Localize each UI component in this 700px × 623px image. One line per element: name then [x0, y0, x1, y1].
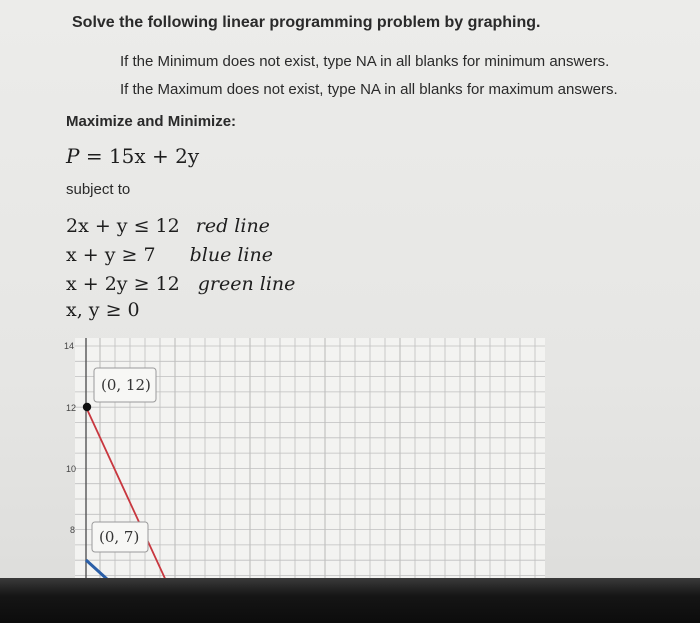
task-label: Maximize and Minimize: [66, 113, 237, 130]
constraint-expression: x + y ≥ 7 [66, 244, 156, 266]
constraint-line-name: red line [195, 215, 270, 237]
constraint-expression: x + 2y ≥ 12 [66, 273, 180, 295]
constraint-3 [66, 273, 295, 295]
y-tick-label: 14 [64, 341, 75, 351]
constraint-expression: x, y ≥ 0 [66, 299, 140, 321]
subject-to-label: subject to [66, 181, 131, 198]
problem-title: Solve the following linear programming problem by graphing. [72, 14, 541, 31]
y-tick-label: 8 [70, 525, 76, 535]
objective-function [66, 144, 199, 168]
constraint-2 [66, 244, 273, 266]
objective-expression: = 15x + 2y [85, 144, 200, 168]
minimum-instruction: If the Minimum does not exist, type NA in all blanks for minimum answers. [120, 53, 610, 70]
objective-variable: P [66, 144, 80, 168]
constraint-line-name: blue line [189, 244, 273, 266]
constraint-1 [66, 215, 270, 237]
screen-bottom-bezel [0, 578, 700, 623]
vertex-point[interactable] [83, 403, 91, 411]
maximum-instruction: If the Maximum does not exist, type NA in all blanks for maximum answers. [120, 81, 618, 98]
y-tick-label: 12 [66, 403, 77, 413]
constraint-expression: 2x + y ≤ 12 [66, 215, 180, 237]
constraint-line-name: green line [197, 273, 296, 295]
constraint-4 [66, 299, 140, 321]
point-label-0-12: (0, 12) [101, 376, 151, 394]
feasible-region-graph[interactable] [0, 330, 700, 600]
y-tick-label: 10 [66, 464, 77, 474]
point-label-0-7: (0, 7) [99, 528, 140, 546]
